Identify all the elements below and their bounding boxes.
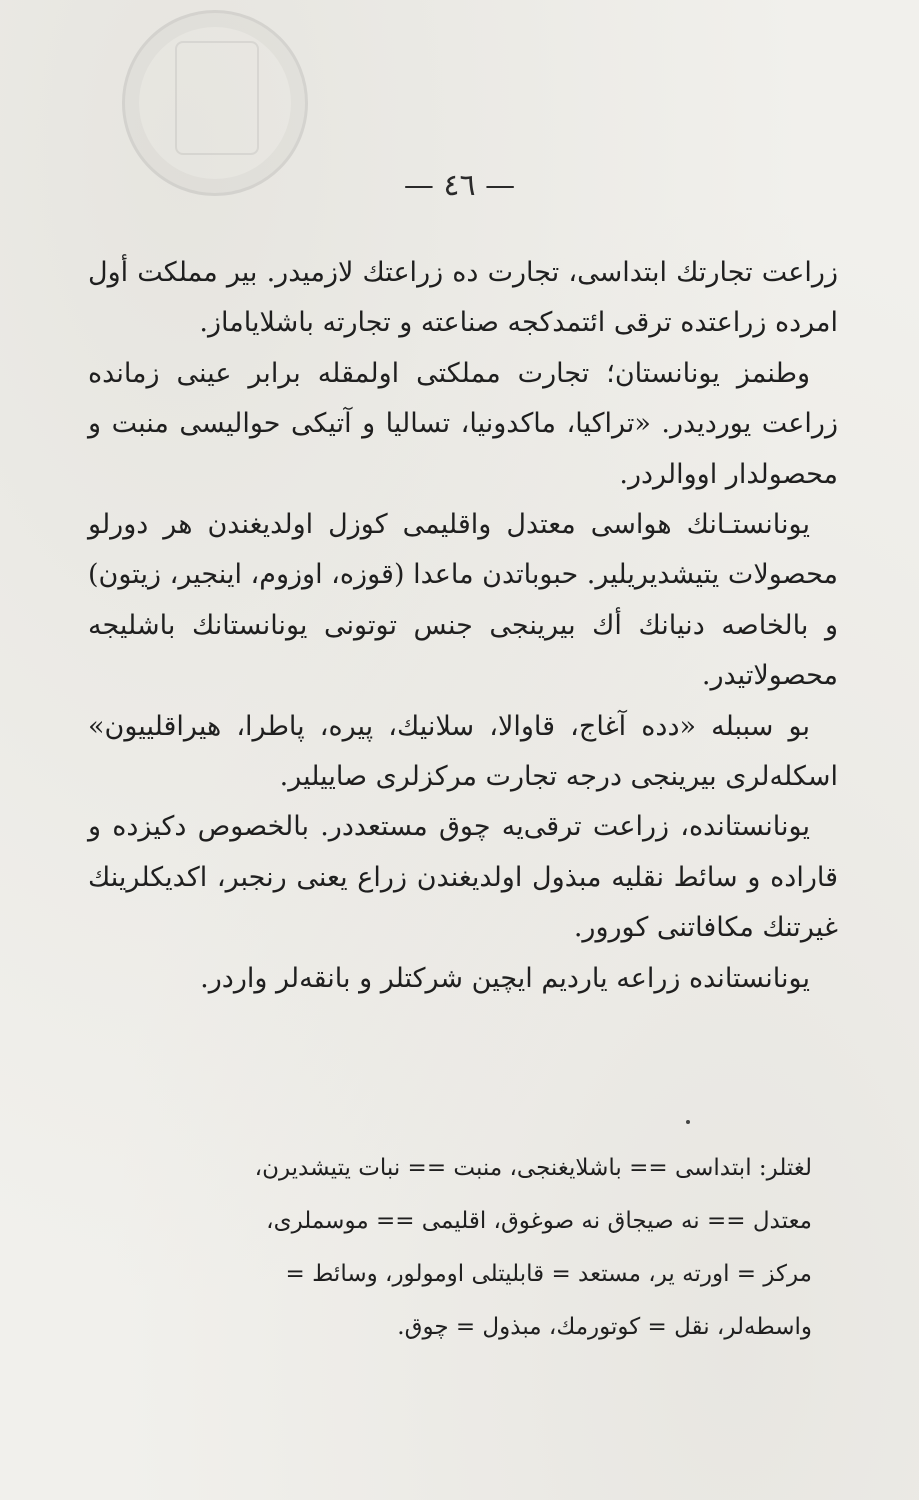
glossary-line-1: لغتلر: ابتداسی == باشلایغنجی، منبت == نبات یتیشدیرن، [254,1155,812,1181]
paragraph-1: زراعت تجارتك ابتداسی، تجارت ده زراعتك لازمیدر. بیر مملكت أول امرده زراعتده ترقی ائتمدكجه صناعته و تجارته باشلایاماز. [88,257,838,339]
paragraph-3: یونانستـانك هواسی معتدل واقلیمی كوزل اولدیغندن هر دورلو محصولات یتیشدیریلیر. حبوباتدن ماعدا (قوزه، اوزوم، اینجیر، زیتون) و بالخاصه دنیانك أك بیرینجی جنس توتونی یونانستانك باشلیجه محصولاتیدر. [88,509,838,692]
paragraph-2: وطنمز یونانستان؛ تجارت مملكتی اولمقله برابر عینی زمانده زراعت یورديدر. «تراكیا، ماكدونیا، تسالیا و آتیكی حوالیسی منبت و محصولدار اووالردر. [88,357,838,490]
stamp-emblem [175,41,259,155]
paragraph-6: یونانستانده زراعه یاردیم ایچین شركتلر و بانقه‌لر واردر. [200,962,810,994]
paragraph-5: یونانستانده، زراعت ترقی‌یه چوق مستعددر. بالخصوص دكیزده و قاراده و سائط نقلیه مبذول اولدیغندن زراع یعنی رنجبر، اكدیكلرینك غیرتنك مكافاتنی كورور. [88,811,838,944]
glossary [172,1142,812,1354]
page-number: — ٤٦ — [403,168,516,203]
separator-dot [686,1120,690,1124]
glossary-line-3: مركز = اورته یر، مستعد = قابلیتلی اومولور، وسائط = [285,1261,812,1287]
glossary-line-4: واسطه‌لر، نقل = كوتورمك، مبذول = چوق. [397,1314,812,1340]
glossary-line-2: معتدل == نه صیجاق نه صوغوق، اقلیمی == موسملری، [266,1208,812,1234]
paragraph-4: بو سببله «دده آغاج، قاوالا، سلانیك، پیره، پاطرا، هیراقلییون» اسكله‌لری بیرینجی درجه تجارت مركزلری صاییلیر. [88,710,838,793]
main-text [88,248,838,1004]
